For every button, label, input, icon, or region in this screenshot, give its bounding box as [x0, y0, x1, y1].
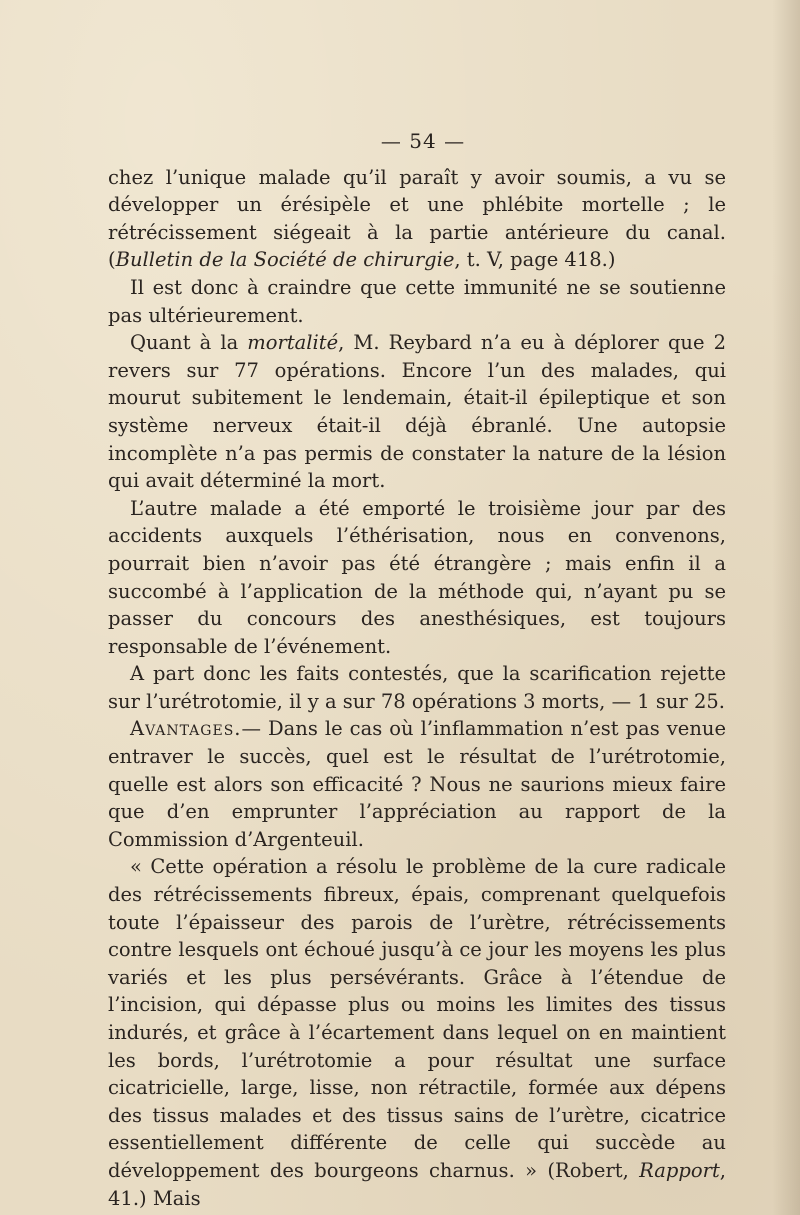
paragraph-p5 [108, 660, 726, 715]
paragraph-p6 [108, 715, 726, 853]
paragraph-p2 [108, 274, 726, 329]
book-page [108, 128, 726, 1212]
text-run: , M. Reybard n’a eu à déplorer que 2 revers sur 77 opérations. Encore l’un des malades, qui mourut subitement le lendemain, était-il épileptique et son système nerveux était-il déjà ébranlé. Une autopsie incomplète n’a pas permis de constater la nature de la lésion qui avait déterminé la mort. [108, 331, 726, 493]
text-run: « Cette opération a résolu le problème de la cure radicale des rétrécissements fibreux, épais, comprenant quelquefois toute l’épaisseur des parois de l’urètre, rétrécissements contre lesquels ont échoué jusqu’à ce jour les moyens les plus variés et les plus persévérants. Grâce à l’étendue de l’incision, qui dépasse plus ou moins les limites des tissus indurés, et grâce à l’écartement dans lequel on en maintient les bords, l’urétrotomie a pour résultat une surface cicatricielle, large, lisse, non rétractile, formée aux dépens des tissus malades et des tissus sains de l’urètre, cicatrice essentiellement différente de celle qui succède au développement des bourgeons charnus. » (Robert, [108, 855, 726, 1182]
paragraph-p1 [108, 164, 726, 274]
text-run: A part donc les faits contestés, que la scarification rejette sur l’urétrotomie, il y a sur 78 opérations 3 morts, — 1 sur 25. [108, 662, 726, 713]
text-run: Quant à la [130, 331, 248, 355]
page-number: — 54 — [380, 129, 466, 153]
italic-text: Rapport [639, 1158, 720, 1182]
text-run: L’autre malade a été emporté le troisième jour par des accidents auxquels l’éthérisation, nous en convenons, pourrait bien n’avoir pas été étrangère ; mais enfin il a succombé à l’application de la méthode qui, n’ayant pu se passer du concours des anesthésiques, est toujours responsable de l’événement. [108, 496, 726, 658]
paragraph-p3 [108, 329, 726, 495]
text-run: , 41.) Mais [108, 1158, 726, 1210]
text-run: Il est donc à craindre que cette immunité ne se soutienne pas ultérieurement. [108, 275, 726, 327]
paragraph-p7 [108, 853, 726, 1212]
italic-text: mortalité [247, 331, 339, 355]
italic-text: Bulletin de la Société de chirurgie [115, 248, 455, 272]
section-heading: Avantages. [130, 717, 242, 741]
text-body [108, 164, 726, 1213]
paragraph-p4 [108, 495, 726, 661]
text-run: — Dans le cas où l’inflammation n’est pas venue entraver le succès, quel est le résultat de l’urétrotomie, quelle est alors son efficacité ? Nous ne saurions mieux faire que d’en emprunter l’appréciation au rapport de la Commission d’Argenteuil. [108, 717, 726, 851]
text-run: , t. V, page 418.) [454, 248, 616, 272]
page-edge-shadow [772, 0, 800, 1215]
text-run: chez l’unique malade qu’il paraît y avoir soumis, a vu se développer un érésipèle et une phlébite mortelle ; le rétrécissement siégeait à la partie antérieure du canal. ( [108, 165, 726, 272]
